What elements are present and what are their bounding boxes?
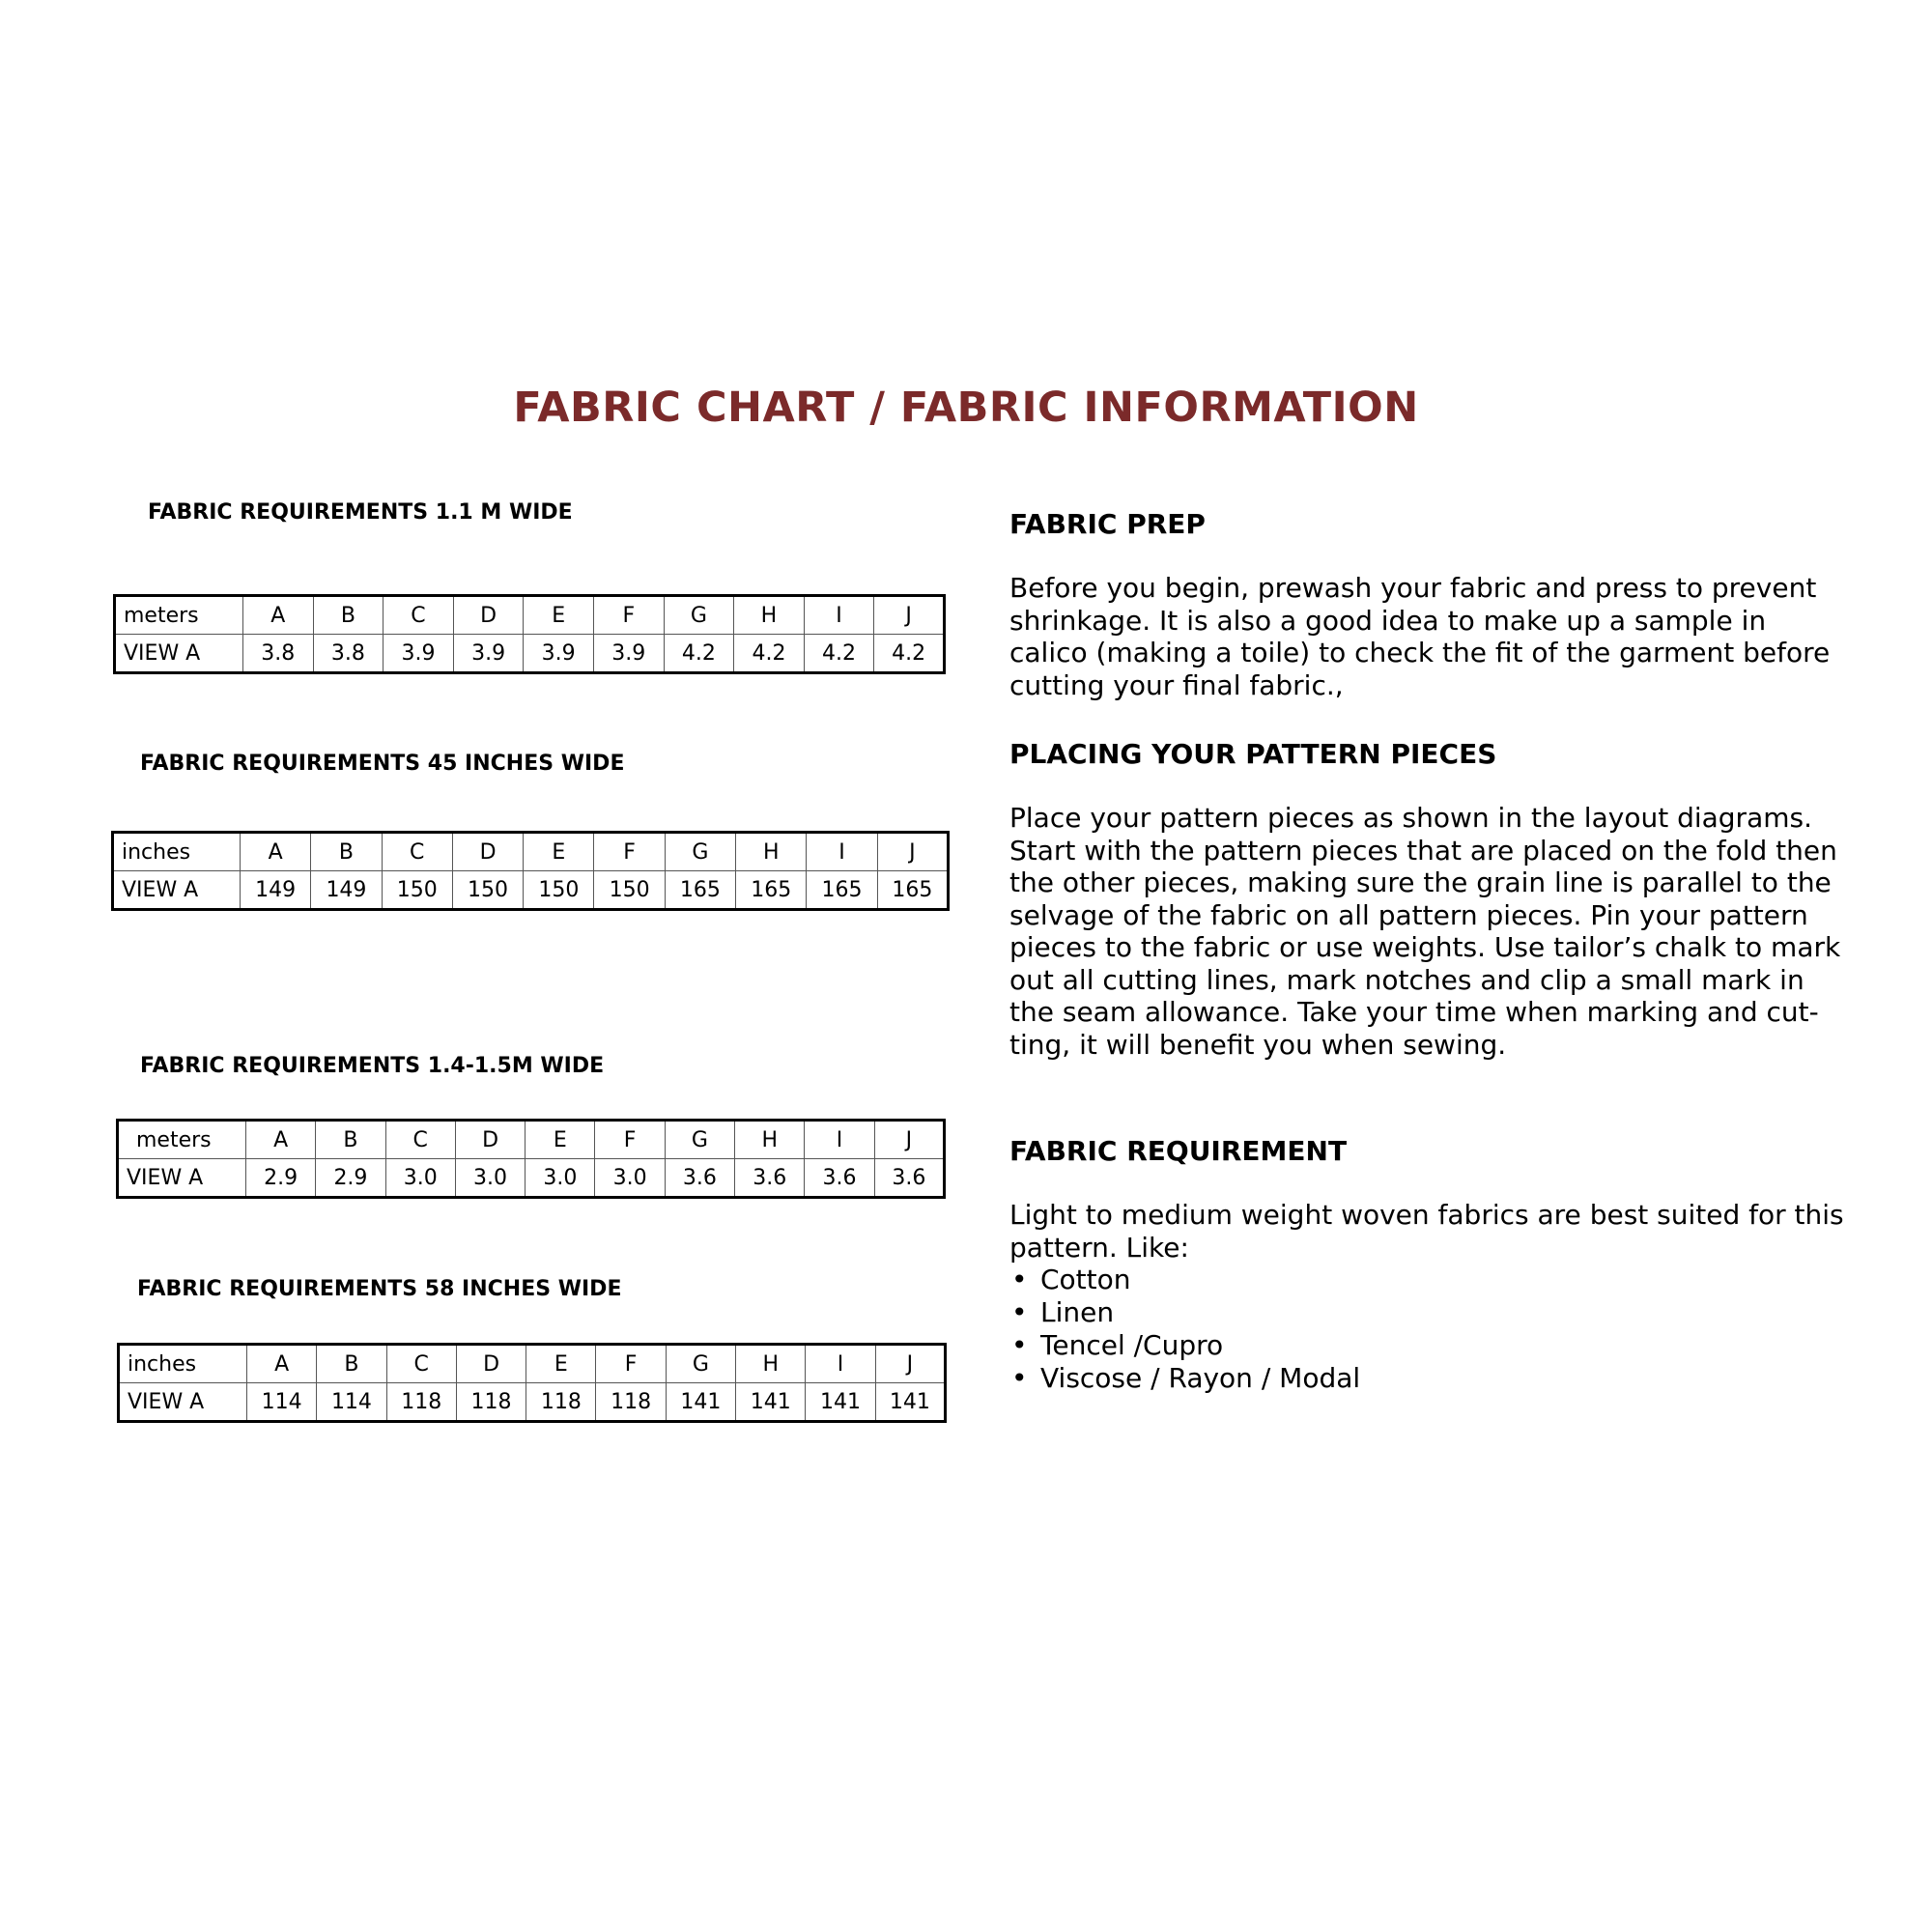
- column-header: G: [665, 1121, 734, 1159]
- table-header-row: [115, 596, 945, 635]
- placing-pieces-section: [1009, 738, 1860, 1061]
- table-row: [115, 635, 945, 673]
- table-cell: 3.6: [665, 1159, 734, 1198]
- text-line: Place your pattern pieces as shown in the layout diagrams.: [1009, 802, 1812, 834]
- column-header: E: [526, 1345, 596, 1383]
- table-cell: 3.6: [805, 1159, 874, 1198]
- fabric-table-58in: [117, 1343, 947, 1423]
- column-header: J: [875, 1345, 945, 1383]
- table-cell: 3.9: [453, 635, 524, 673]
- table-header-row: [118, 1121, 945, 1159]
- column-header: F: [595, 1121, 665, 1159]
- column-header: D: [453, 596, 524, 635]
- column-header: F: [593, 596, 664, 635]
- table-cell: 3.8: [243, 635, 314, 673]
- table-cell: 165: [877, 871, 948, 910]
- table-row: [118, 1159, 945, 1198]
- column-header: I: [805, 1121, 874, 1159]
- column-header: D: [455, 1121, 525, 1159]
- table-cell: 4.2: [664, 635, 734, 673]
- table-cell: 4.2: [804, 635, 874, 673]
- column-header: A: [243, 596, 314, 635]
- column-header: J: [874, 1121, 944, 1159]
- column-header: I: [804, 596, 874, 635]
- text-line: ting, it will benefit you when sewing.: [1009, 1028, 1507, 1061]
- fabric-prep-heading: FABRIC PREP: [1009, 508, 1206, 540]
- text-line: Light to medium weight woven fabrics are best suited for this: [1009, 1199, 1844, 1231]
- table-cell: 114: [317, 1383, 386, 1422]
- column-header: B: [317, 1345, 386, 1383]
- text-line: the seam allowance. Take your time when marking and cut-: [1009, 996, 1819, 1028]
- table-cell: 141: [666, 1383, 735, 1422]
- table-header-row: [119, 1345, 946, 1383]
- unit-label: inches: [113, 833, 241, 871]
- column-header: D: [452, 833, 523, 871]
- table-row: [119, 1383, 946, 1422]
- table-cell: 2.9: [246, 1159, 316, 1198]
- table-cell: 150: [524, 871, 594, 910]
- row-label: VIEW A: [115, 635, 243, 673]
- table-cell: 165: [665, 871, 735, 910]
- table-cell: 165: [807, 871, 877, 910]
- table-cell: 118: [456, 1383, 526, 1422]
- table-cell: 118: [526, 1383, 596, 1422]
- column-header: B: [316, 1121, 385, 1159]
- row-label: VIEW A: [118, 1159, 246, 1198]
- column-header: I: [806, 1345, 875, 1383]
- fabric-table-45in: [111, 831, 950, 911]
- column-header: C: [382, 833, 452, 871]
- table-cell: 4.2: [734, 635, 805, 673]
- placing-pieces-text: [1009, 802, 1860, 1061]
- row-label: VIEW A: [119, 1383, 247, 1422]
- column-header: D: [456, 1345, 526, 1383]
- column-header: F: [594, 833, 665, 871]
- text-line: calico (making a toile) to check the fit of the garment before: [1009, 637, 1831, 668]
- table-cell: 3.6: [874, 1159, 944, 1198]
- table-cell: 165: [736, 871, 807, 910]
- column-header: G: [665, 833, 735, 871]
- text-line: the other pieces, making sure the grain line is parallel to the: [1009, 867, 1832, 898]
- column-header: C: [384, 596, 454, 635]
- fabric-prep-section: [1009, 508, 1860, 701]
- table-cell: 141: [806, 1383, 875, 1422]
- text-line: out all cutting lines, mark notches and clip a small mark in: [1009, 963, 1804, 996]
- table-cell: 3.9: [384, 635, 454, 673]
- table-cell: 118: [596, 1383, 666, 1422]
- column-header: E: [526, 1121, 595, 1159]
- column-header: C: [386, 1345, 456, 1383]
- column-header: H: [735, 1121, 805, 1159]
- table-heading-45in: FABRIC REQUIREMENTS 45 INCHES WIDE: [140, 752, 625, 776]
- list-item: • Viscose / Rayon / Modal: [1009, 1362, 1860, 1395]
- table-heading-58in: FABRIC REQUIREMENTS 58 INCHES WIDE: [137, 1277, 622, 1301]
- table-cell: 3.6: [735, 1159, 805, 1198]
- table-cell: 3.8: [313, 635, 384, 673]
- text-line: cutting your final fabric.,: [1009, 668, 1344, 701]
- column-header: H: [736, 1345, 806, 1383]
- table-header-row: [113, 833, 949, 871]
- table-heading-1-1m: FABRIC REQUIREMENTS 1.1 M WIDE: [148, 500, 573, 525]
- table-cell: 150: [452, 871, 523, 910]
- list-item: • Cotton: [1009, 1264, 1860, 1296]
- placing-pieces-heading: PLACING YOUR PATTERN PIECES: [1009, 738, 1497, 770]
- column-header: H: [734, 596, 805, 635]
- row-label: VIEW A: [113, 871, 241, 910]
- column-header: H: [736, 833, 807, 871]
- column-header: E: [524, 833, 594, 871]
- page-title: FABRIC CHART / FABRIC INFORMATION: [513, 384, 1419, 432]
- table-cell: 3.0: [455, 1159, 525, 1198]
- table-cell: 3.0: [385, 1159, 455, 1198]
- fabric-requirement-text: [1009, 1199, 1860, 1264]
- column-header: I: [807, 833, 877, 871]
- table-cell: 149: [241, 871, 311, 910]
- unit-label: meters: [118, 1121, 246, 1159]
- column-header: J: [874, 596, 945, 635]
- table-heading-1-4m: FABRIC REQUIREMENTS 1.4-1.5M WIDE: [140, 1054, 605, 1078]
- fabric-prep-text: [1009, 572, 1860, 701]
- column-header: A: [247, 1345, 317, 1383]
- fabric-list: [1009, 1264, 1860, 1395]
- column-header: J: [877, 833, 948, 871]
- text-line: pieces to the fabric or use weights. Use tailor’s chalk to mark: [1009, 931, 1841, 963]
- table-cell: 4.2: [874, 635, 945, 673]
- fabric-table-1-4m: [116, 1119, 946, 1199]
- text-line: pattern. Like:: [1009, 1231, 1189, 1264]
- fabric-requirement-section: [1009, 1135, 1860, 1395]
- column-header: A: [246, 1121, 316, 1159]
- column-header: G: [666, 1345, 735, 1383]
- table-cell: 3.0: [526, 1159, 595, 1198]
- table-cell: 2.9: [316, 1159, 385, 1198]
- table-cell: 141: [736, 1383, 806, 1422]
- table-cell: 141: [875, 1383, 945, 1422]
- column-header: F: [596, 1345, 666, 1383]
- list-item: • Tencel /Cupro: [1009, 1329, 1860, 1362]
- list-item: • Linen: [1009, 1296, 1860, 1329]
- text-line: shrinkage. It is also a good idea to make up a sample in: [1009, 604, 1767, 637]
- table-cell: 150: [594, 871, 665, 910]
- column-header: G: [664, 596, 734, 635]
- text-line: Before you begin, prewash your fabric and press to prevent: [1009, 572, 1817, 604]
- fabric-requirement-heading: FABRIC REQUIREMENT: [1009, 1135, 1348, 1167]
- table-cell: 149: [311, 871, 382, 910]
- table-row: [113, 871, 949, 910]
- column-header: C: [385, 1121, 455, 1159]
- fabric-table-1-1m: [113, 594, 946, 674]
- unit-label: inches: [119, 1345, 247, 1383]
- column-header: E: [524, 596, 594, 635]
- table-cell: 118: [386, 1383, 456, 1422]
- table-cell: 3.9: [524, 635, 594, 673]
- text-line: selvage of the fabric on all pattern pieces. Pin your pattern: [1009, 898, 1808, 931]
- text-line: Start with the pattern pieces that are placed on the fold then: [1009, 834, 1837, 867]
- table-cell: 3.0: [595, 1159, 665, 1198]
- column-header: B: [311, 833, 382, 871]
- table-cell: 114: [247, 1383, 317, 1422]
- table-cell: 3.9: [593, 635, 664, 673]
- column-header: A: [241, 833, 311, 871]
- table-cell: 150: [382, 871, 452, 910]
- column-header: B: [313, 596, 384, 635]
- unit-label: meters: [115, 596, 243, 635]
